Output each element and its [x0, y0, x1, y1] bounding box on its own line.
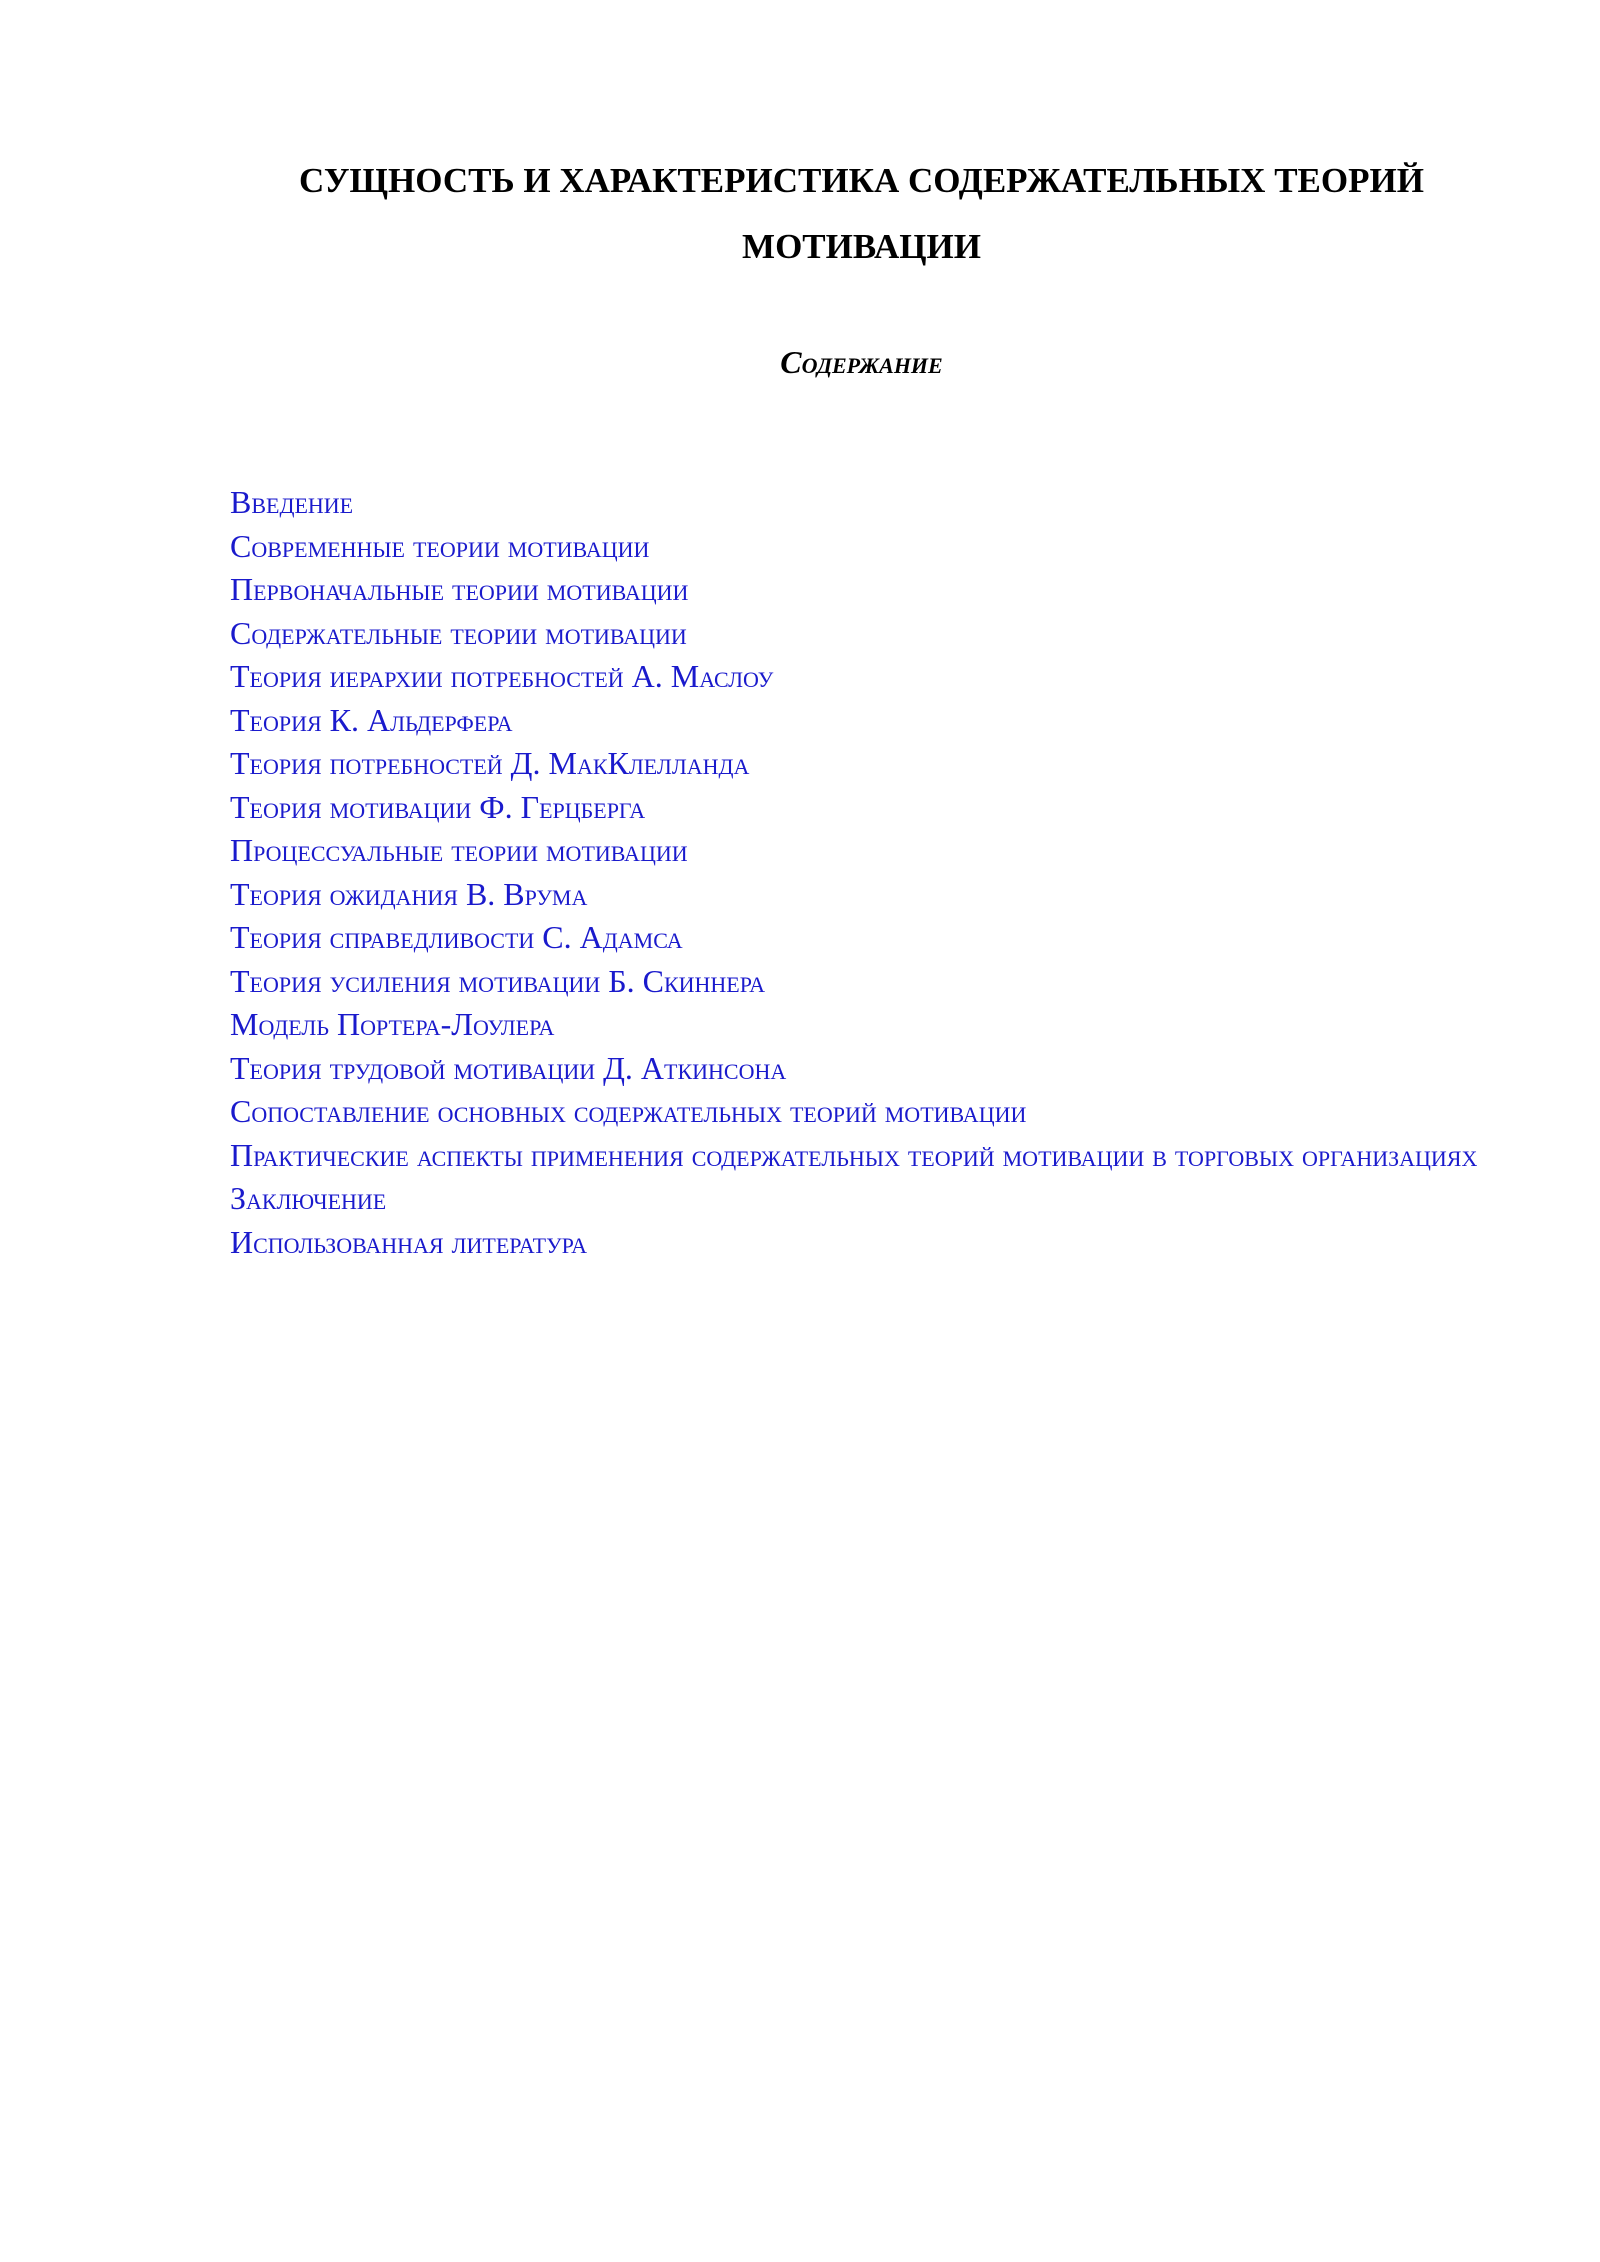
toc-link-conclusion[interactable]: Заключение — [230, 1180, 387, 1216]
table-of-contents — [230, 481, 1520, 1264]
toc-item — [230, 960, 1520, 1004]
toc-link-porter-lawler[interactable]: Модель Портера-Лоулера — [230, 1006, 555, 1042]
toc-item — [230, 916, 1520, 960]
toc-item — [230, 1047, 1520, 1091]
toc-item — [230, 1177, 1520, 1221]
toc-link-herzberg[interactable]: Теория мотивации Ф. Герцберга — [230, 788, 646, 825]
toc-link-process-theories[interactable]: Процессуальные теории мотивации — [230, 832, 688, 868]
toc-link-practical-aspects[interactable]: Практические аспекты применения содержательных теорий мотивации в торговых организациях — [230, 1136, 1478, 1173]
toc-link-atkinson[interactable]: Теория трудовой мотивации Д. Аткинсона — [230, 1049, 787, 1086]
toc-item — [230, 1134, 1520, 1178]
toc-heading: Содержание — [780, 344, 943, 380]
toc-link-mcclelland[interactable]: Теория потребностей Д. МакКлелланда — [230, 745, 750, 781]
toc-item — [230, 1221, 1520, 1265]
toc-item — [230, 481, 1520, 525]
toc-link-content-theories[interactable]: Содержательные теории мотивации — [230, 614, 687, 651]
toc-link-initial-theories[interactable]: Первоначальные теории мотивации — [230, 571, 689, 607]
toc-item — [230, 829, 1520, 873]
toc-link-references[interactable]: Использованная литература — [230, 1223, 587, 1260]
toc-item — [230, 525, 1520, 569]
toc-link-skinner[interactable]: Теория усиления мотивации Б. Скиннера — [230, 962, 766, 999]
toc-item — [230, 699, 1520, 743]
toc-item — [230, 786, 1520, 830]
toc-item — [230, 612, 1520, 656]
toc-item — [230, 1003, 1520, 1047]
toc-link-adams[interactable]: Теория справедливости С. Адамса — [230, 919, 683, 955]
toc-item — [230, 742, 1520, 786]
toc-item — [230, 1090, 1520, 1134]
toc-item — [230, 655, 1520, 699]
toc-item — [230, 568, 1520, 612]
toc-item — [230, 873, 1520, 917]
toc-link-vroom[interactable]: Теория ожидания В. Врума — [230, 875, 588, 912]
document-title: СУЩНОСТЬ И ХАРАКТЕРИСТИКА СОДЕРЖАТЕЛЬНЫХ ТЕОРИЙ МОТИВАЦИИ — [299, 161, 1424, 266]
toc-link-introduction[interactable]: Введение — [230, 484, 354, 520]
toc-link-modern-theories[interactable]: Современные теории мотивации — [230, 527, 650, 564]
toc-link-alderfer[interactable]: Теория К. Альдерфера — [230, 701, 513, 738]
toc-link-comparison[interactable]: Сопоставление основных содержательных теорий мотивации — [230, 1093, 1027, 1129]
toc-link-maslow[interactable]: Теория иерархии потребностей А. Маслоу — [230, 658, 774, 694]
